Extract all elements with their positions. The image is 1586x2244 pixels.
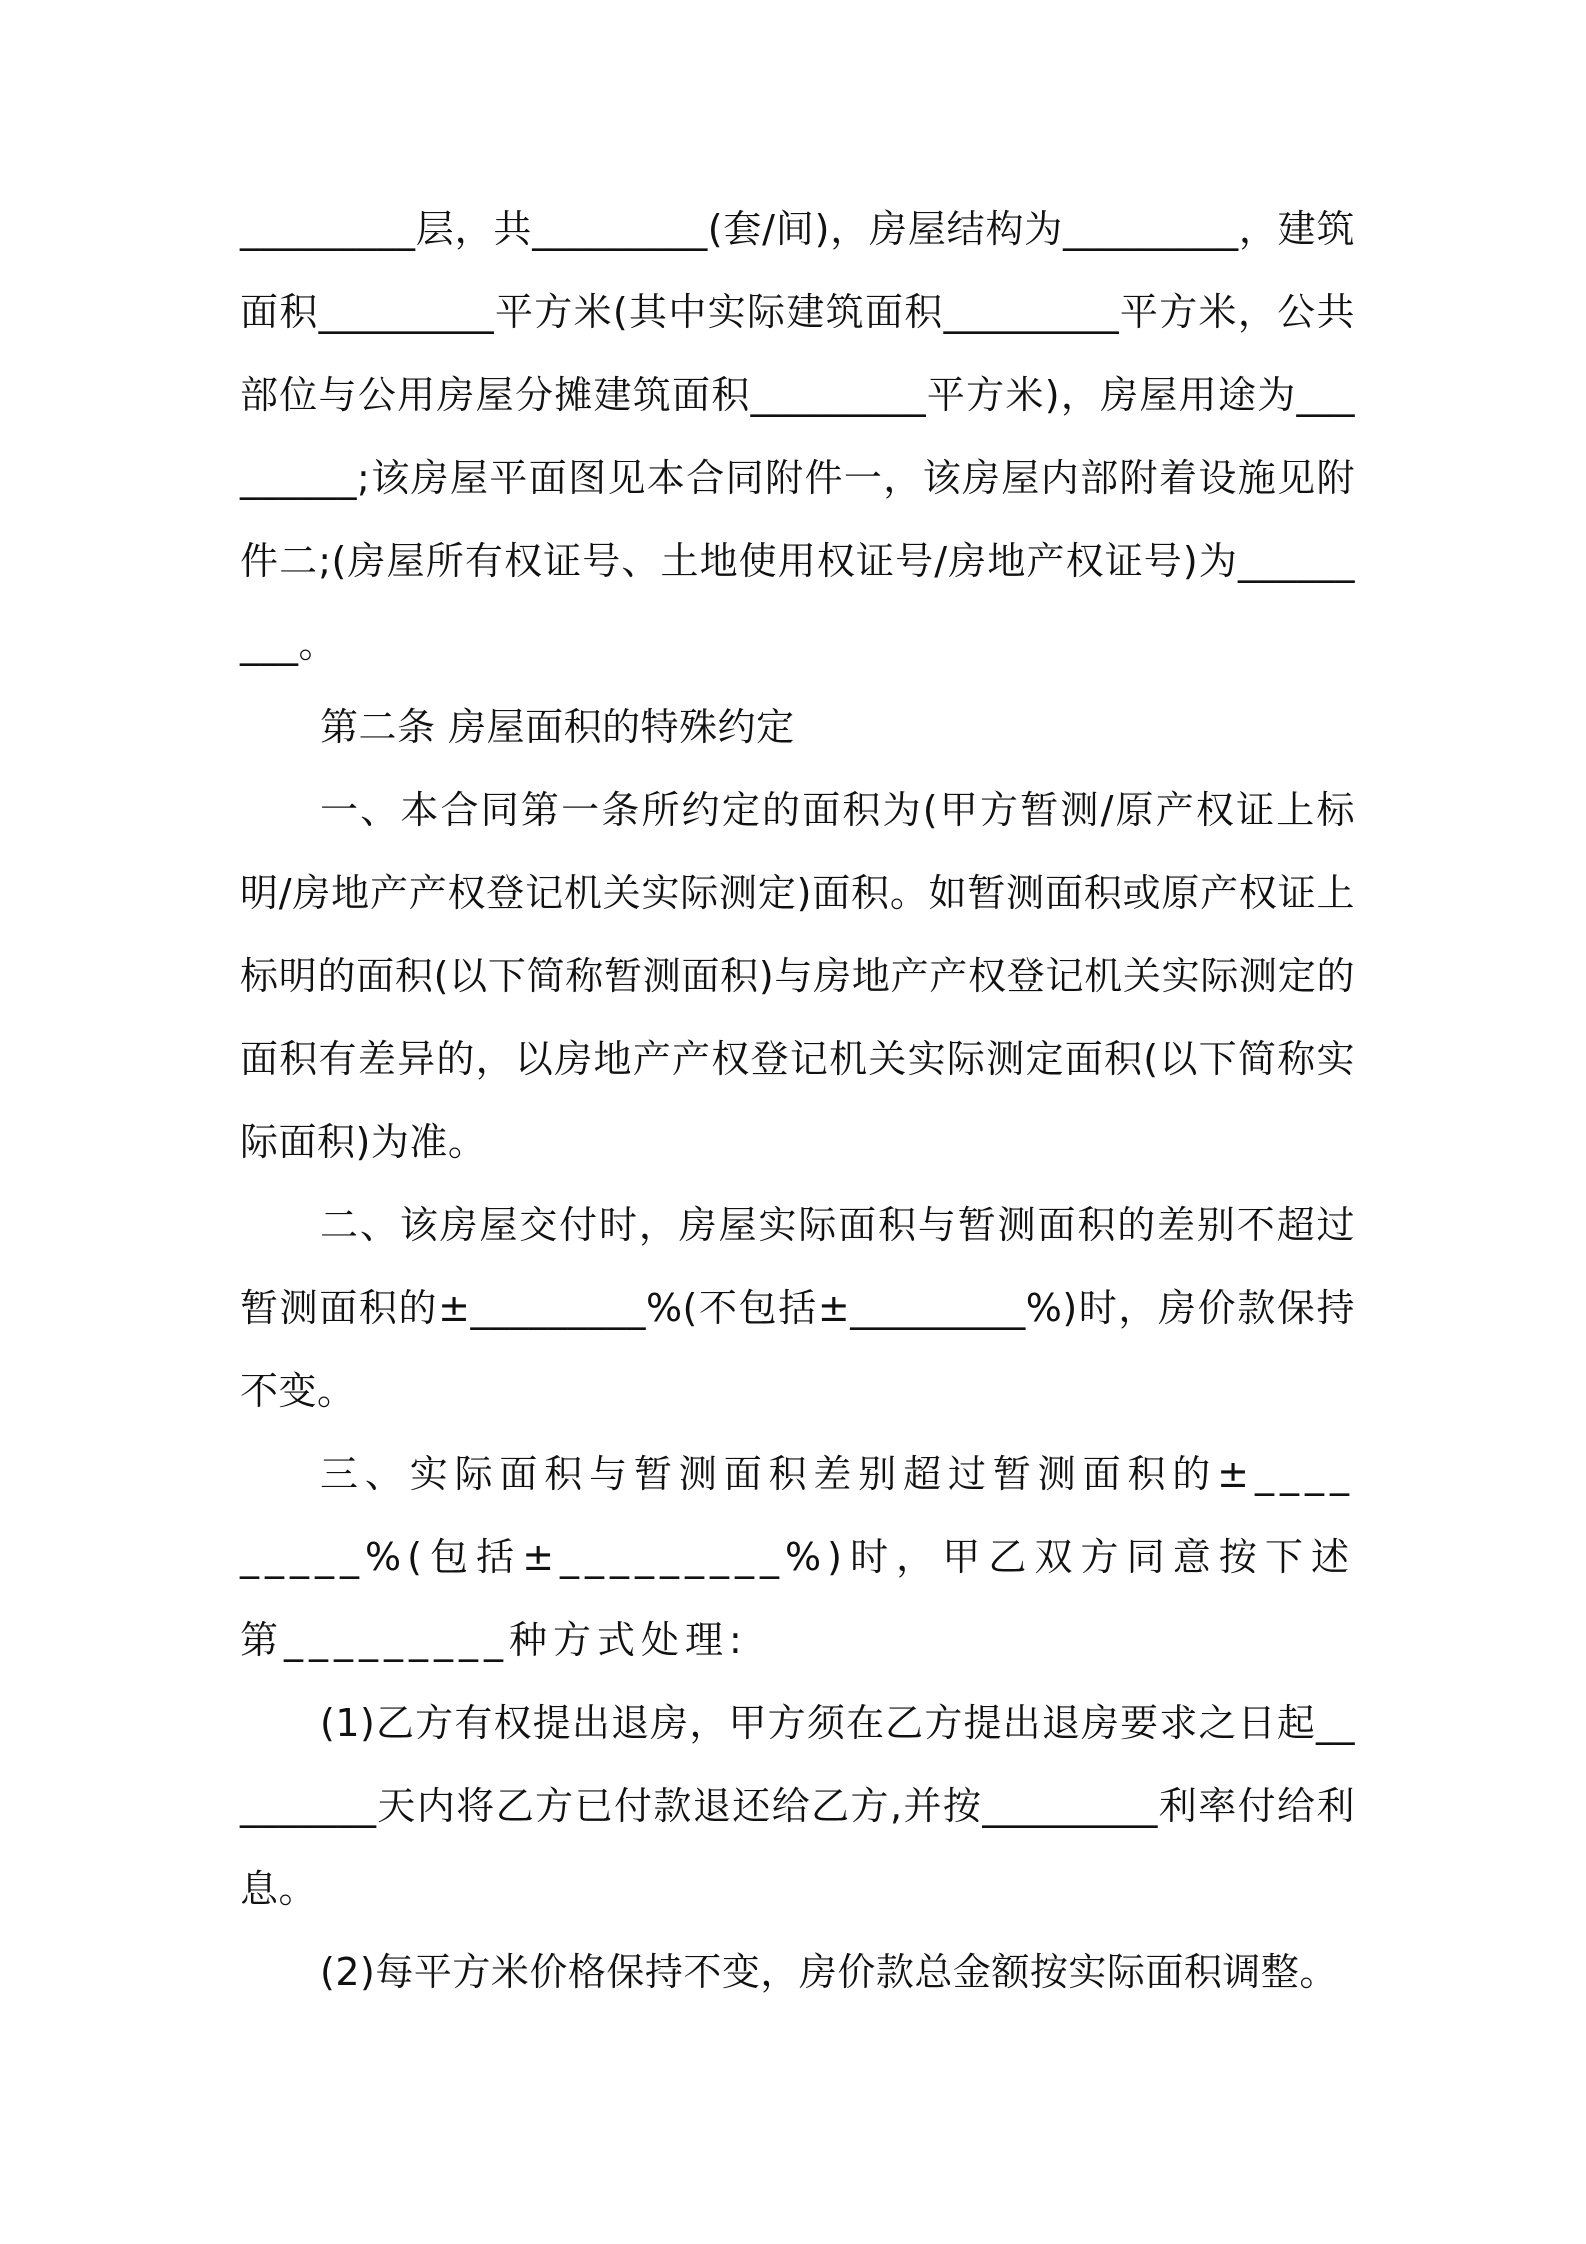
article-2-heading: 第二条 房屋面积的特殊约定 (320, 705, 795, 749)
clause-1-paragraph: 一、本合同第一条所约定的面积为(甲方暂测/原产权证上标明/房地产产权登记机关实际测定)面积。如暂测面积或原产权证上标明的面积(以下简称暂测面积)与房地产产权登记机关实际测定的面积有差异的，以房地产产权登记机关实际测定面积(以下简称实际面积)为准。 (240, 788, 1355, 1164)
option-1-paragraph: (1)乙方有权提出退房，甲方须在乙方提出退房要求之日起_________天内将乙方已付款退还给乙方,并按_________利率付给利息。 (240, 1701, 1355, 1911)
option-2-paragraph: (2)每平方米价格保持不变，房价款总金额按实际面积调整。 (320, 1950, 1338, 1994)
contract-body (240, 188, 1355, 2014)
clause-2-paragraph: 二、该房屋交付时，房屋实际面积与暂测面积的差别不超过暂测面积的±_________%(不包括±_________%)时，房价款保持不变。 (240, 1203, 1355, 1413)
clause-3-paragraph: 三、实际面积与暂测面积差别超过暂测面积的±_________%(包括±_________%)时，甲乙双方同意按下述第_________种方式处理: (240, 1452, 1355, 1662)
house-details-paragraph: _________层，共_________(套/间)，房屋结构为_________，建筑面积_________平方米(其中实际建筑面积_________平方米，公共部位与公用房屋分摊建筑面积_________平方米)，房屋用途为_________;该房屋平面图见本合同附件一，该房屋内部附着设施见附件二;(房屋所有权证号、土地使用权证号/房地产权证号)为_________。 (240, 207, 1355, 666)
